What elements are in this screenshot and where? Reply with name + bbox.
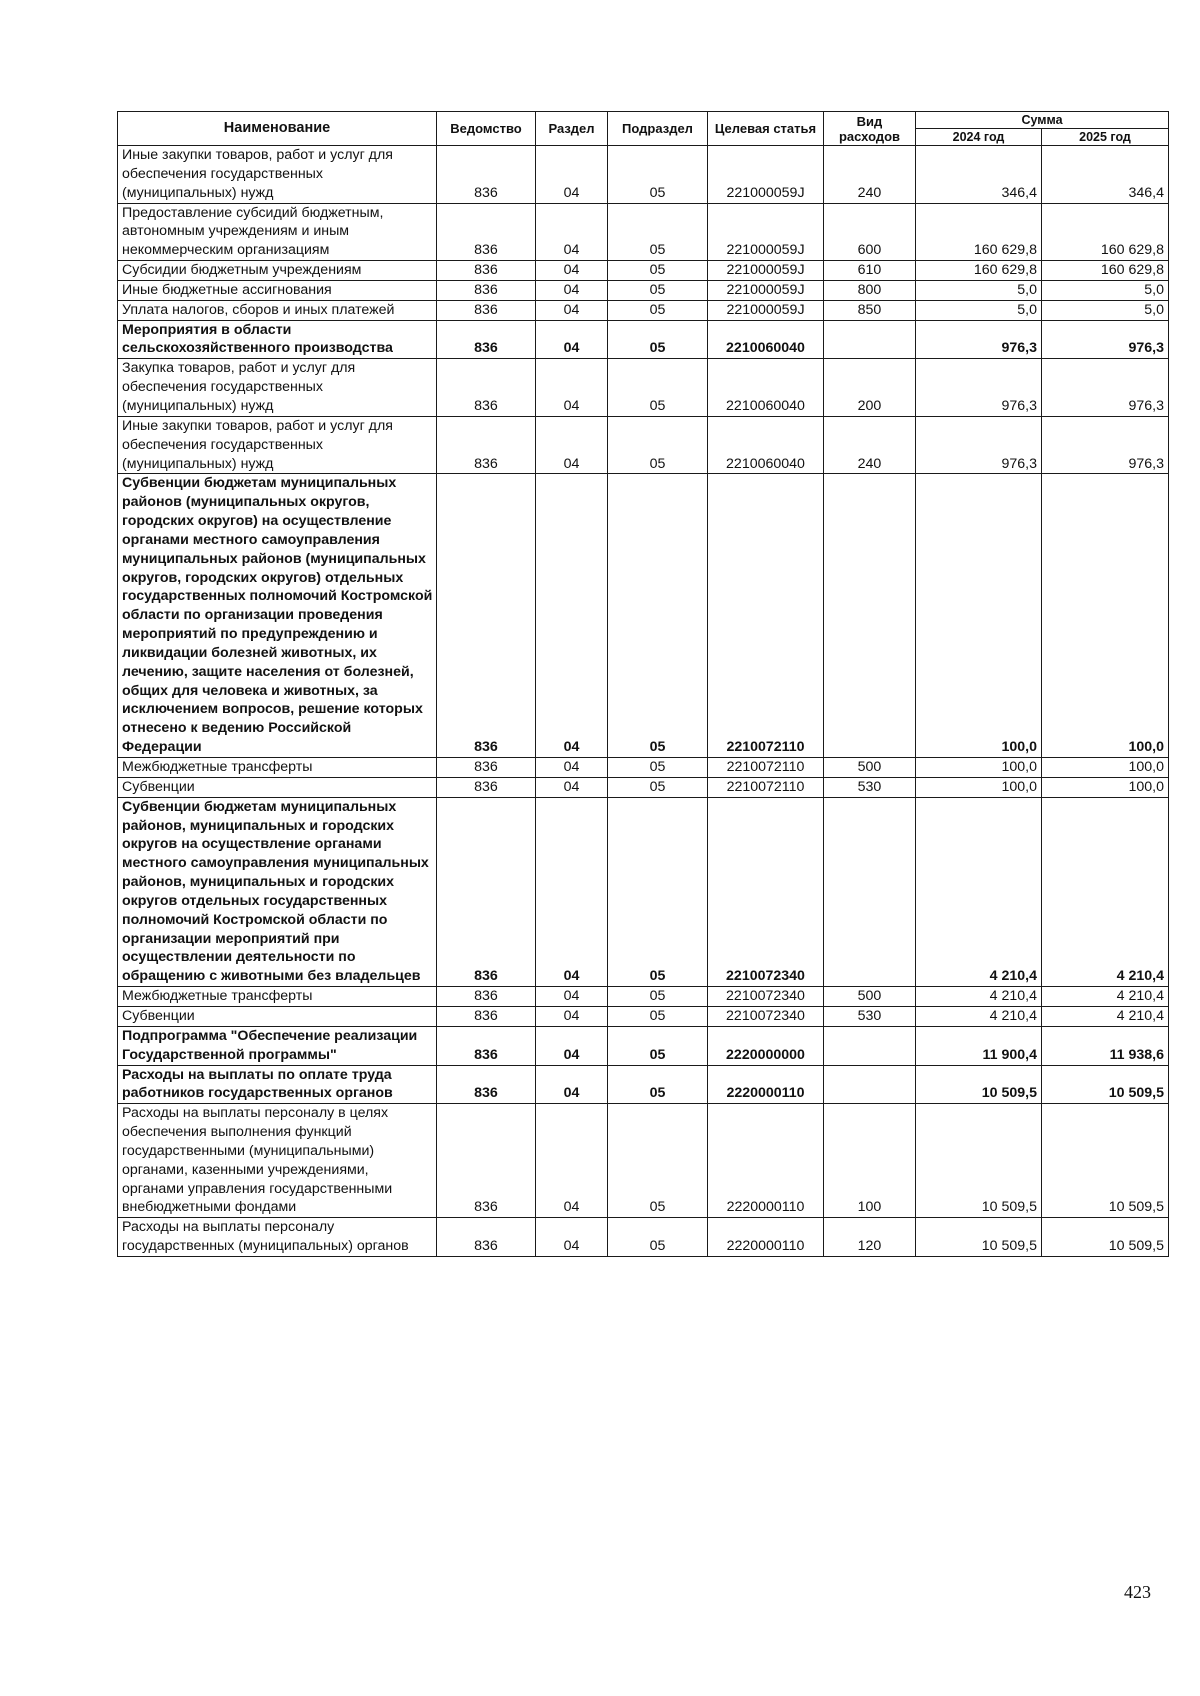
table-row [118,987,1169,1007]
row-target: 221000059J [708,146,824,204]
row-2025: 4 210,4 [1042,987,1169,1007]
row-name: Расходы на выплаты персоналу в целях обеспечения выполнения функций государственными (муниципальными) органами, казенными учреждениями, органами управления государственными внебюджетными фондами [118,1104,437,1218]
row-kind: 610 [824,261,916,281]
row-name: Субвенции [118,1006,437,1026]
table-row [118,758,1169,778]
row-name: Иные закупки товаров, работ и услуг для обеспечения государственных (муниципальных) нужд [118,146,437,204]
row-name: Расходы на выплаты персоналу государственных (муниципальных) органов [118,1218,437,1257]
table-row [118,797,1169,986]
row-2024: 4 210,4 [916,987,1042,1007]
row-2024: 11 900,4 [916,1026,1042,1065]
row-name: Межбюджетные трансферты [118,987,437,1007]
row-name: Межбюджетные трансферты [118,758,437,778]
row-2024: 10 509,5 [916,1065,1042,1104]
row-dept: 836 [437,1065,536,1104]
row-subsection: 05 [608,280,708,300]
row-name: Мероприятия в области сельскохозяйственного производства [118,320,437,359]
row-dept: 836 [437,320,536,359]
row-2025: 976,3 [1042,359,1169,417]
row-target: 221000059J [708,300,824,320]
row-subsection: 05 [608,320,708,359]
row-section: 04 [536,261,608,281]
row-2025: 100,0 [1042,758,1169,778]
row-target: 221000059J [708,280,824,300]
row-section: 04 [536,300,608,320]
row-section: 04 [536,280,608,300]
row-2025: 160 629,8 [1042,203,1169,261]
row-name: Субвенции [118,777,437,797]
row-dept: 836 [437,1218,536,1257]
row-dept: 836 [437,300,536,320]
row-name: Иные бюджетные ассигнования [118,280,437,300]
row-2024: 100,0 [916,777,1042,797]
row-subsection: 05 [608,203,708,261]
header-kind: Вид расходов [824,112,916,146]
table-row [118,1065,1169,1104]
row-target: 2210060040 [708,359,824,417]
row-kind: 100 [824,1104,916,1218]
table-row [118,146,1169,204]
row-section: 04 [536,359,608,417]
row-subsection: 05 [608,261,708,281]
header-year-2024: 2024 год [916,129,1042,146]
row-target: 2210072110 [708,777,824,797]
table-row [118,416,1169,474]
row-2024: 976,3 [916,359,1042,417]
row-subsection: 05 [608,1065,708,1104]
header-dept: Ведомство [437,112,536,146]
row-dept: 836 [437,797,536,986]
row-subsection: 05 [608,474,708,758]
table-row [118,1104,1169,1218]
header-target: Целевая статья [708,112,824,146]
row-section: 04 [536,777,608,797]
row-kind: 240 [824,146,916,204]
table-body [118,146,1169,1257]
row-dept: 836 [437,261,536,281]
row-2025: 4 210,4 [1042,1006,1169,1026]
row-dept: 836 [437,416,536,474]
row-section: 04 [536,416,608,474]
row-name: Расходы на выплаты по оплате труда работников государственных органов [118,1065,437,1104]
row-kind [824,1065,916,1104]
row-2024: 346,4 [916,146,1042,204]
table-row [118,280,1169,300]
row-2024: 100,0 [916,474,1042,758]
row-dept: 836 [437,1006,536,1026]
table-row [118,320,1169,359]
row-2025: 5,0 [1042,300,1169,320]
row-subsection: 05 [608,1006,708,1026]
table-row [118,1218,1169,1257]
row-2024: 4 210,4 [916,1006,1042,1026]
row-section: 04 [536,758,608,778]
row-kind [824,797,916,986]
row-2024: 10 509,5 [916,1218,1042,1257]
row-kind: 800 [824,280,916,300]
row-target: 2220000110 [708,1218,824,1257]
row-subsection: 05 [608,797,708,986]
row-subsection: 05 [608,359,708,417]
row-target: 2210060040 [708,320,824,359]
row-section: 04 [536,987,608,1007]
header-subsection: Подраздел [608,112,708,146]
row-subsection: 05 [608,1026,708,1065]
row-dept: 836 [437,359,536,417]
row-target: 2220000000 [708,1026,824,1065]
row-subsection: 05 [608,1104,708,1218]
row-dept: 836 [437,1026,536,1065]
row-section: 04 [536,203,608,261]
row-2024: 10 509,5 [916,1104,1042,1218]
row-subsection: 05 [608,300,708,320]
row-2025: 4 210,4 [1042,797,1169,986]
row-kind: 530 [824,1006,916,1026]
row-kind: 200 [824,359,916,417]
row-section: 04 [536,1218,608,1257]
row-name: Уплата налогов, сборов и иных платежей [118,300,437,320]
header-name: Наименование [118,112,437,146]
row-2025: 346,4 [1042,146,1169,204]
row-kind: 530 [824,777,916,797]
row-kind: 500 [824,987,916,1007]
row-subsection: 05 [608,416,708,474]
row-target: 221000059J [708,261,824,281]
row-section: 04 [536,1104,608,1218]
row-subsection: 05 [608,146,708,204]
table-row [118,1026,1169,1065]
row-kind: 240 [824,416,916,474]
row-section: 04 [536,797,608,986]
row-subsection: 05 [608,987,708,1007]
row-kind: 500 [824,758,916,778]
row-subsection: 05 [608,1218,708,1257]
row-target: 2220000110 [708,1065,824,1104]
row-kind [824,1026,916,1065]
row-2025: 160 629,8 [1042,261,1169,281]
row-2024: 4 210,4 [916,797,1042,986]
row-kind [824,474,916,758]
row-2025: 10 509,5 [1042,1218,1169,1257]
row-name: Иные закупки товаров, работ и услуг для обеспечения государственных (муниципальных) нужд [118,416,437,474]
page-number: 423 [1124,1582,1151,1602]
row-2025: 10 509,5 [1042,1104,1169,1218]
row-2025: 976,3 [1042,416,1169,474]
row-2025: 11 938,6 [1042,1026,1169,1065]
row-target: 2210072110 [708,758,824,778]
row-2024: 976,3 [916,416,1042,474]
table-row [118,261,1169,281]
row-name: Закупка товаров, работ и услуг для обеспечения государственных (муниципальных) нужд [118,359,437,417]
row-dept: 836 [437,1104,536,1218]
row-dept: 836 [437,280,536,300]
row-2025: 5,0 [1042,280,1169,300]
row-2024: 100,0 [916,758,1042,778]
row-dept: 836 [437,146,536,204]
row-kind: 120 [824,1218,916,1257]
row-name: Подпрограмма "Обеспечение реализации Государственной программы" [118,1026,437,1065]
table-row [118,777,1169,797]
row-2024: 5,0 [916,300,1042,320]
row-dept: 836 [437,777,536,797]
row-section: 04 [536,1065,608,1104]
row-kind: 600 [824,203,916,261]
row-dept: 836 [437,203,536,261]
row-dept: 836 [437,758,536,778]
row-2025: 10 509,5 [1042,1065,1169,1104]
row-2025: 100,0 [1042,777,1169,797]
row-2025: 976,3 [1042,320,1169,359]
row-2024: 160 629,8 [916,203,1042,261]
row-section: 04 [536,1006,608,1026]
row-kind: 850 [824,300,916,320]
table-row [118,474,1169,758]
row-kind [824,320,916,359]
row-subsection: 05 [608,758,708,778]
row-2024: 976,3 [916,320,1042,359]
row-name: Субвенции бюджетам муниципальных районов (муниципальных округов, городских округов) на осуществление органами местного самоуправления муниципальных районов (муниципальных округов, городских округов) отдельных государственных полномочий Костромской области по организации проведения мероприятий по предупреждению и ликвидации болезней животных, их лечению, защите населения от болезней, общих для человека и животных, за исключением вопросов, решение которых отнесено к ведению Российской Федерации [118,474,437,758]
row-target: 2220000110 [708,1104,824,1218]
row-dept: 836 [437,474,536,758]
row-section: 04 [536,474,608,758]
row-target: 2210060040 [708,416,824,474]
table-row [118,203,1169,261]
row-target: 221000059J [708,203,824,261]
row-name: Субвенции бюджетам муниципальных районов, муниципальных и городских округов на осуществление органами местного самоуправления муниципальных районов, муниципальных и городских округов отдельных государственных полномочий Костромской области по организации мероприятий при осуществлении деятельности по обращению с животными без владельцев [118,797,437,986]
row-subsection: 05 [608,777,708,797]
row-section: 04 [536,320,608,359]
row-target: 2210072340 [708,1006,824,1026]
row-section: 04 [536,146,608,204]
budget-table [117,111,1169,1257]
row-target: 2210072340 [708,987,824,1007]
header-year-2025: 2025 год [1042,129,1169,146]
row-name: Предоставление субсидий бюджетным, автономным учреждениям и иным некоммерческим организациям [118,203,437,261]
row-section: 04 [536,1026,608,1065]
header-section: Раздел [536,112,608,146]
table-row [118,1006,1169,1026]
table-row [118,300,1169,320]
row-2024: 160 629,8 [916,261,1042,281]
row-target: 2210072110 [708,474,824,758]
row-target: 2210072340 [708,797,824,986]
row-name: Субсидии бюджетным учреждениям [118,261,437,281]
row-dept: 836 [437,987,536,1007]
row-2024: 5,0 [916,280,1042,300]
row-2025: 100,0 [1042,474,1169,758]
table-row [118,359,1169,417]
header-sum: Сумма [916,112,1169,129]
